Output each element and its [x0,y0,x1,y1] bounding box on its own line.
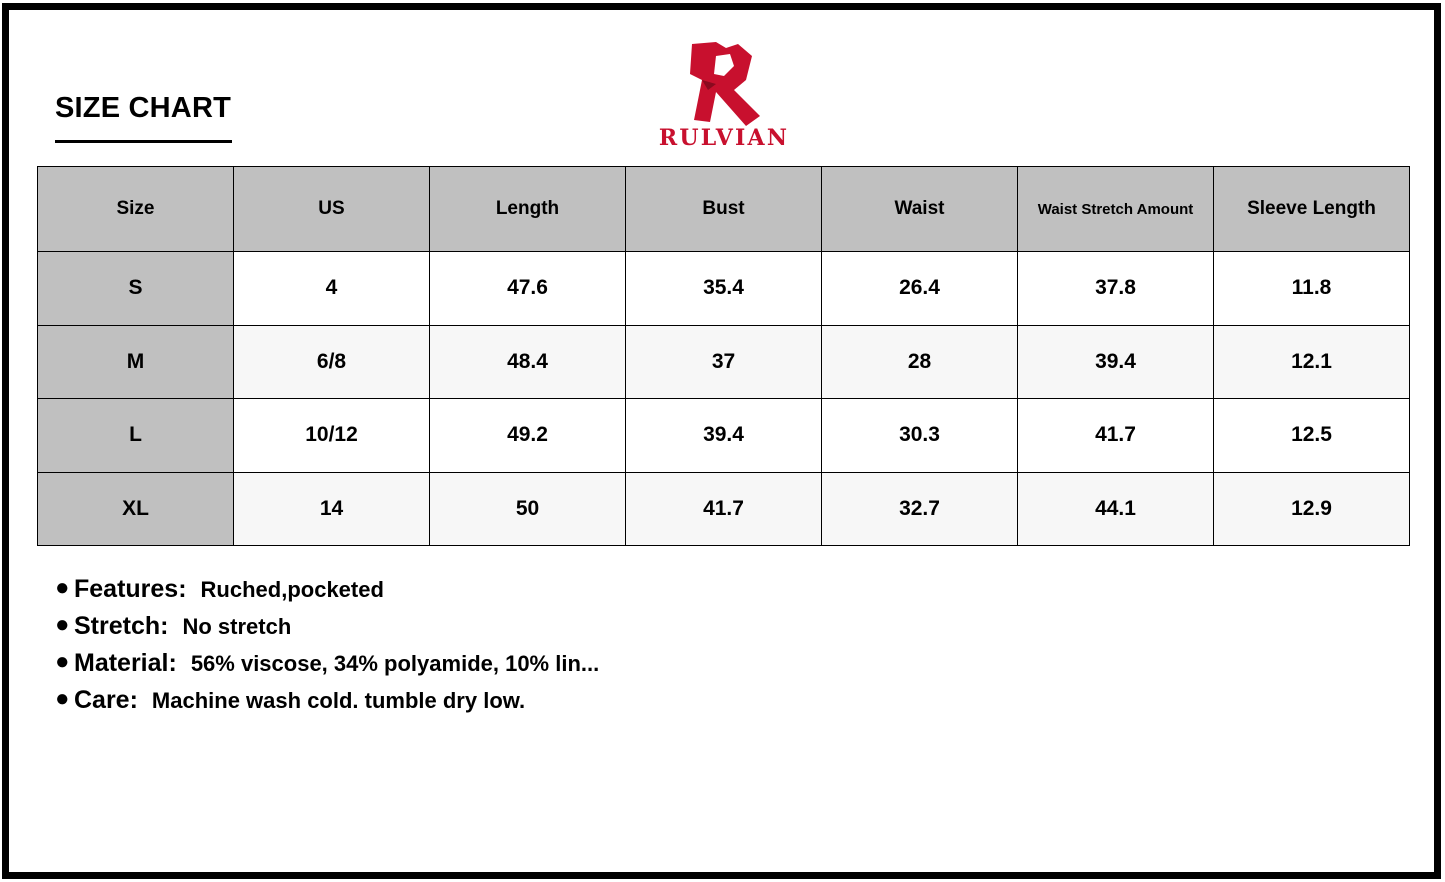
spec-value: Ruched,pocketed [200,577,384,602]
title-underline [55,140,232,143]
table-row [38,472,1410,546]
table-cell: 49.2 [430,399,626,473]
spec-value: 56% viscose, 34% polyamide, 10% lin... [190,651,600,676]
table-row [38,252,1410,326]
table-cell: 39.4 [626,399,822,473]
table-cell: 41.7 [1018,399,1214,473]
table-cell: 12.1 [1214,325,1410,399]
table-cell: 12.9 [1214,472,1410,546]
spec-care [55,686,599,723]
table-cell: 11.8 [1214,252,1410,326]
spec-label: Stretch: [74,612,169,640]
header-length: Length [430,167,626,252]
spec-value: No stretch [182,614,292,639]
bullet-icon: ● [55,611,70,638]
bullet-icon: ● [55,648,70,675]
bullet-icon: ● [55,685,70,712]
product-specs [55,575,599,723]
table-cell: 37.8 [1018,252,1214,326]
table-cell-size: L [38,399,234,473]
header-waist: Waist [822,167,1018,252]
table-cell-size: XL [38,472,234,546]
table-cell: 32.7 [822,472,1018,546]
header-waist-stretch: Waist Stretch Amount [1018,167,1214,252]
table-cell: 14 [234,472,430,546]
table-cell: 12.5 [1214,399,1410,473]
table-cell-size: S [38,252,234,326]
table-cell: 50 [430,472,626,546]
page-title: SIZE CHART [55,92,231,124]
header-sleeve-length: Sleeve Length [1214,167,1410,252]
table-cell: 41.7 [626,472,822,546]
bullet-icon: ● [55,574,70,601]
table-row [38,399,1410,473]
table-cell: 6/8 [234,325,430,399]
spec-features [55,575,599,612]
spec-label: Material: [74,649,177,677]
spec-label: Care: [74,686,138,714]
brand-r-logo-icon [686,40,762,126]
table-cell: 47.6 [430,252,626,326]
spec-label: Features: [74,575,187,603]
spec-material [55,649,599,686]
spec-value: Machine wash cold. tumble dry low. [151,688,526,713]
brand-name: RULVIAN [658,125,790,151]
header-us: US [234,167,430,252]
table-header-row [38,167,1410,252]
spec-stretch [55,612,599,649]
table-cell: 37 [626,325,822,399]
table-cell-size: M [38,325,234,399]
table-cell: 30.3 [822,399,1018,473]
header-size: Size [38,167,234,252]
table-cell: 26.4 [822,252,1018,326]
size-table [37,166,1410,546]
table-cell: 28 [822,325,1018,399]
brand-logo [650,40,798,152]
table-cell: 39.4 [1018,325,1214,399]
table-cell: 4 [234,252,430,326]
header-bust: Bust [626,167,822,252]
table-cell: 35.4 [626,252,822,326]
table-cell: 48.4 [430,325,626,399]
table-cell: 44.1 [1018,472,1214,546]
table-cell: 10/12 [234,399,430,473]
table-row [38,325,1410,399]
